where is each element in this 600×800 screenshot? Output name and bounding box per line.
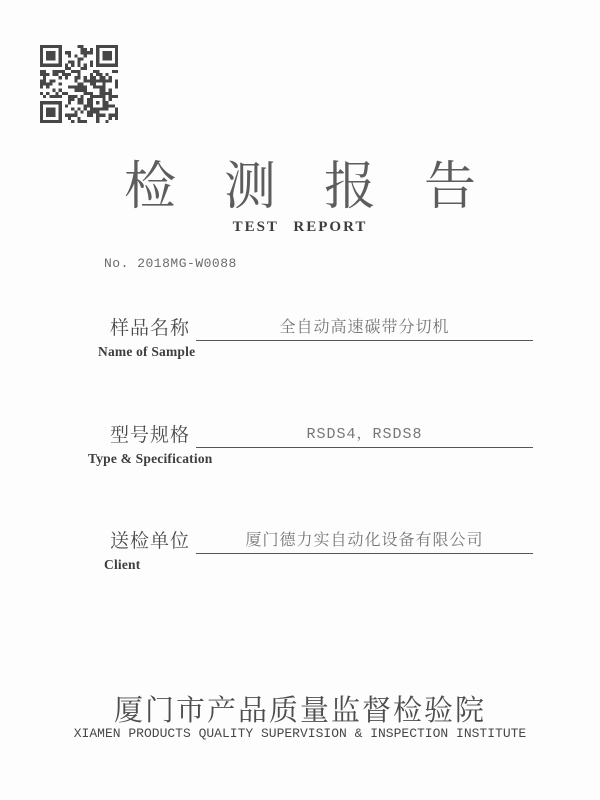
field-name-of-sample (98, 318, 533, 360)
field-underline (196, 531, 533, 554)
field-value: 全自动高速碳带分切机 (279, 319, 450, 336)
institute-name-en: XIAMEN PRODUCTS QUALITY SUPERVISION & INSPECTION INSTITUTE (73, 726, 527, 741)
field-label-en: Type & Specification (88, 450, 213, 466)
report-title-en: TEST REPORT (232, 219, 368, 235)
field-label-en: Name of Sample (98, 344, 196, 359)
field-label-cn: 送检单位 (110, 531, 191, 553)
report-title-cn-text: 检测报告 (123, 159, 524, 216)
field-label-cn: 型号规格 (110, 425, 191, 446)
field-type-specification (88, 425, 533, 467)
qr-code-icon (40, 45, 118, 123)
field-underline (196, 318, 533, 341)
field-label-en: Client (104, 557, 141, 572)
institute-name-cn: 厦门市产品质量监督检验院 (113, 695, 486, 727)
field-underline (196, 426, 533, 448)
field-value: RSDS4，RSDS8 (306, 426, 423, 444)
report-title-cn (0, 144, 600, 219)
field-value: 厦门德力实自动化设备有限公司 (245, 532, 484, 549)
field-label-cn: 样品名称 (110, 318, 191, 340)
field-client (104, 531, 533, 573)
report-number: No. 2018MG-W0088 (104, 256, 237, 271)
